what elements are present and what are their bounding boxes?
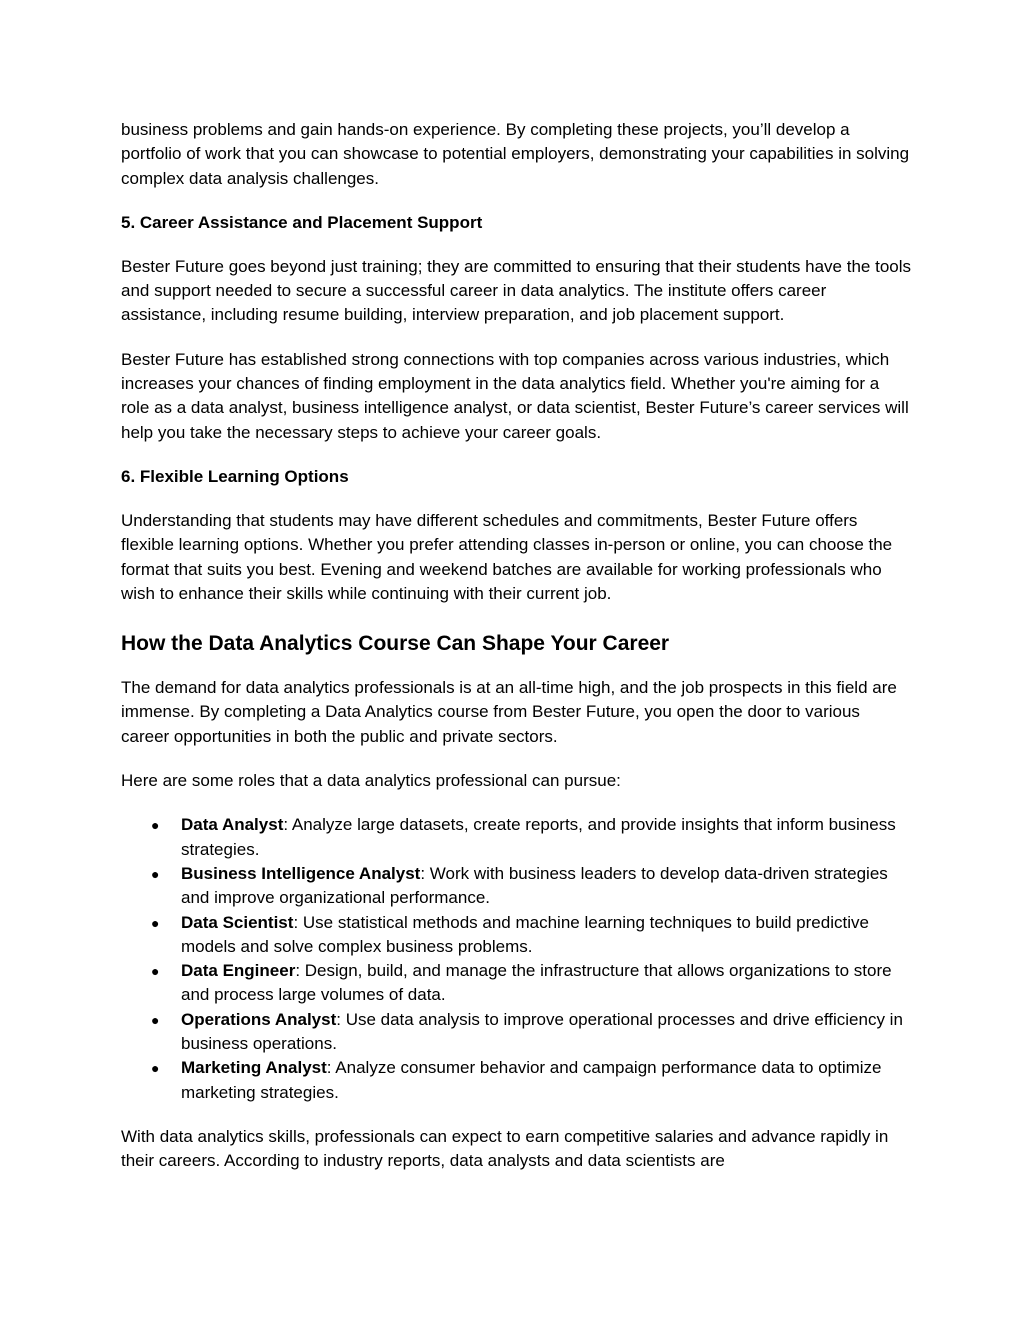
career-paragraph-3: With data analytics skills, professionals can expect to earn competitive salaries and advance rapidly in their careers. According to industry reports, data analysts and data scientists are <box>121 1126 889 1171</box>
list-item <box>121 1008 911 1057</box>
list-item <box>121 959 911 1008</box>
intro-paragraph: business problems and gain hands-on experience. By completing these projects, you’ll develop a portfolio of work that you can showcase to potential employers, demonstrating your capabilities in solving complex data analysis challenges. <box>121 120 910 188</box>
bullet-icon: ● <box>151 865 160 882</box>
role-title: Marketing Analyst <box>181 1058 327 1078</box>
role-description: : Analyze consumer behavior and campaign performance data to optimize marketing strategies. <box>181 1058 882 1102</box>
role-description: : Work with business leaders to develop data-driven strategies and improve organizational performance. <box>181 863 888 908</box>
bullet-icon: ● <box>151 914 160 931</box>
career-section-heading: How the Data Analytics Course Can Shape Your Career <box>121 632 670 656</box>
role-title: Data Analyst <box>181 815 284 835</box>
section-5-heading: 5. Career Assistance and Placement Support <box>121 212 483 232</box>
list-item <box>121 1056 911 1105</box>
bullet-icon: ● <box>151 1060 160 1077</box>
bullet-icon: ● <box>151 963 160 980</box>
bullet-icon: ● <box>151 1011 160 1028</box>
role-description: : Use data analysis to improve operational processes and drive efficiency in business operations. <box>181 1009 903 1054</box>
section-5-paragraph-2: Bester Future has established strong connections with top companies across various industries, which increases your chances of finding employment in the data analytics field. Whether you're aiming for a role as a data analyst, business intelligence analyst, or data scientist, Bester Future’s career services will help you take the necessary steps to achieve your career goals. <box>121 349 909 442</box>
bullet-icon: ● <box>151 817 160 834</box>
role-description: : Use statistical methods and machine learning techniques to build predictive models and solve complex business problems. <box>181 912 869 956</box>
document-page <box>121 118 911 1174</box>
role-description: : Analyze large datasets, create reports, and provide insights that inform business strategies. <box>181 815 896 859</box>
role-title: Data Engineer <box>181 961 296 981</box>
career-paragraph-1: The demand for data analytics professionals is at an all-time high, and the job prospects in this field are immense. By completing a Data Analytics course from Bester Future, you open the door to various career opportunities in both the public and private sectors. <box>121 678 897 746</box>
section-5-paragraph-1: Bester Future goes beyond just training; they are committed to ensuring that their students have the tools and support needed to secure a successful career in data analytics. The institute offers career assistance, including resume building, interview preparation, and job placement support. <box>121 256 912 325</box>
section-6-heading: 6. Flexible Learning Options <box>121 466 349 486</box>
section-6-paragraph-1: Understanding that students may have different schedules and commitments, Bester Future offers flexible learning options. Whether you prefer attending classes in-person or online, you can choose the format that suits you best. Evening and weekend batches are available for working professionals who wish to enhance their skills while continuing with their current job. <box>121 510 893 603</box>
role-title: Data Scientist <box>181 912 294 932</box>
role-description: : Design, build, and manage the infrastructure that allows organizations to store and process large volumes of data. <box>181 961 892 1005</box>
role-title: Business Intelligence Analyst <box>181 863 421 883</box>
list-item <box>121 862 911 911</box>
career-paragraph-2: Here are some roles that a data analytics professional can pursue: <box>121 771 621 791</box>
role-title: Operations Analyst <box>181 1009 337 1029</box>
roles-list <box>121 813 911 1105</box>
list-item <box>121 911 911 960</box>
list-item <box>121 813 911 862</box>
